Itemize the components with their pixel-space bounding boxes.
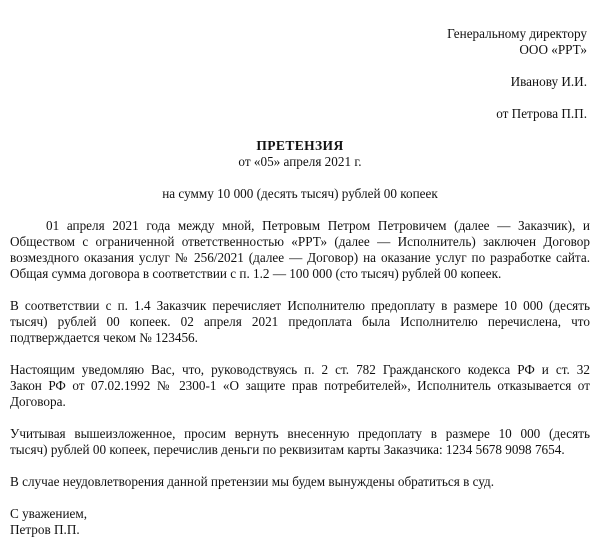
paragraph-2-line-2: тысяч) рублей 00 копеек. 02 апреля 2021 предоплата была Исполнителю перечислена, что xyxy=(10,314,590,329)
recipient-title: Генеральному директору xyxy=(447,26,587,41)
paragraph-2-line-3: подтверждается чеком № 123456. xyxy=(10,330,198,345)
paragraph-3-line-2: Закон РФ от 07.02.1992 № 2300-1 «О защите прав потребителей», Исполнитель отказывается от xyxy=(10,378,590,393)
paragraph-4-line-2: тысяч) рублей 00 копеек, перечислив деньги по реквизитам карты Заказчика: 1234 5678 9098 7654. xyxy=(10,442,565,457)
paragraph-3-line-3: Договора. xyxy=(10,394,66,409)
recipient-org: ООО «РРТ» xyxy=(519,42,587,57)
paragraph-5-line-1: В случае неудовлетворения данной претензии мы будем вынуждены обратиться в суд. xyxy=(10,474,495,489)
document-subject: на сумму 10 000 (десять тысяч) рублей 00 копеек xyxy=(162,186,438,201)
paragraph-3-line-1: Настоящим уведомляю Вас, что, руководствуясь п. 2 ст. 782 Гражданского кодекса РФ и ст. 32 xyxy=(10,362,590,377)
closing-signature: Петров П.П. xyxy=(10,522,80,537)
document-title: ПРЕТЕНЗИЯ xyxy=(256,138,344,153)
paragraph-4-line-1: Учитывая вышеизложенное, просим вернуть внесенную предоплату в размере 10 000 (десять xyxy=(10,426,590,441)
paragraph-1-line-4: Общая сумма договора в соответствии с п. 1.2 — 100 000 (сто тысяч) рублей 00 копеек. xyxy=(10,266,502,281)
document-date: от «05» апреля 2021 г. xyxy=(238,154,362,169)
paragraph-1-line-2: Обществом с ограниченной ответственностью «РРТ» (далее — Исполнитель) заключен Договор xyxy=(10,234,590,249)
sender-line: от Петрова П.П. xyxy=(496,106,587,121)
paragraph-1-line-3: возмездного оказания услуг № 256/2021 (далее — Договор) на оказание услуг по разработке сайта. xyxy=(10,250,590,265)
recipient-name: Иванову И.И. xyxy=(510,74,587,89)
paragraph-2-line-1: В соответствии с п. 1.4 Заказчик перечисляет Исполнителю предоплату в размере 10 000 (десять xyxy=(10,298,590,313)
closing-regards: С уважением, xyxy=(10,506,87,521)
paragraph-1-line-1: 01 апреля 2021 года между мной, Петровым Петром Петровичем (далее — Заказчик), и xyxy=(46,218,590,233)
